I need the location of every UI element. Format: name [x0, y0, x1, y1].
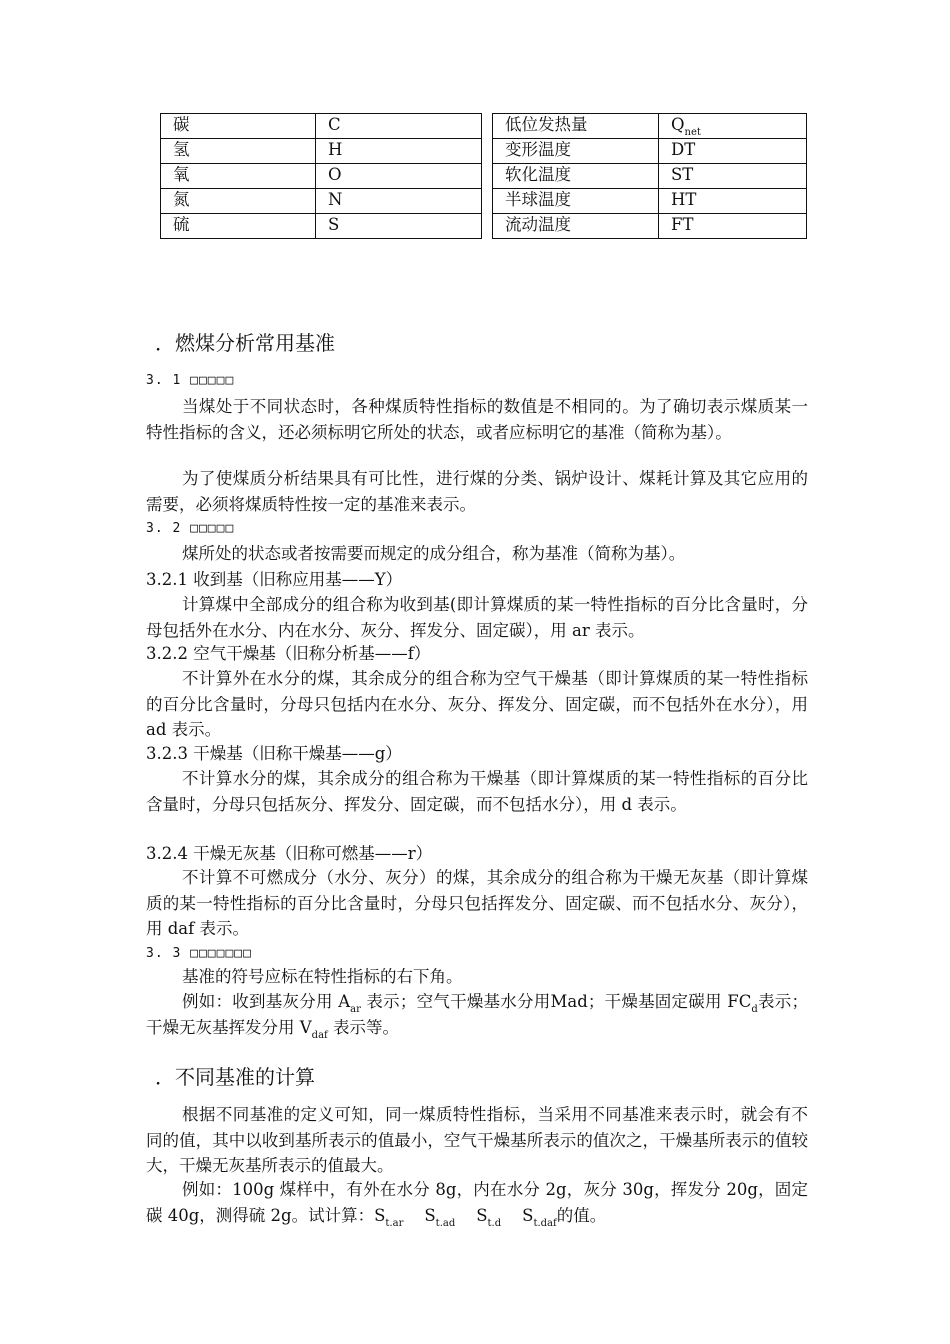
paragraph-3-3-a: 基准的符号应标在特性指标的右下角。	[182, 967, 463, 986]
table-row	[161, 139, 807, 164]
paragraph-4-a: 根据不同基准的定义可知，同一煤质特性指标，当采用不同基准来表示时，就会有不同的值，其中以收到基所表示的值最小，空气干燥基所表示的值次之，干燥基所表示的值较大，干燥无灰基所表示的值最大。	[146, 1105, 808, 1176]
paragraph-3-1-a: 当煤处于不同状态时，各种煤质特性指标的数值是不相同的。为了确切表示煤质某一特性指标的含义，还必须标明它所处的状态，或者应标明它的基准（简称为基）。	[146, 397, 808, 442]
element-symbol-cell: N	[316, 189, 482, 214]
element-symbol-table	[160, 113, 807, 239]
property-symbol-cell	[659, 189, 807, 214]
table-row	[161, 214, 807, 239]
property-name-cell: 半球温度	[493, 189, 659, 214]
element-name-cell: 碳	[161, 114, 316, 139]
text-segment: S	[522, 1205, 534, 1225]
subscript-ar: ar	[350, 1004, 361, 1015]
subscript-t-d: t.d	[487, 1217, 502, 1229]
paragraph-3-2-2: 不计算外在水分的煤，其余成分的组合称为空气干燥基（即计算煤质的某一特性指标的百分比含量时，分母只包括内在水分、灰分、挥发分、固定碳，而不包括外在水分），用 ad 表示。	[146, 669, 808, 740]
property-symbol-cell	[659, 139, 807, 164]
paragraph-3-2-4: 不计算不可燃成分（水分、灰分）的煤，其余成分的组合称为干燥无灰基（即计算煤质的某一特性指标的百分比含量时，分母只包括挥发分、固定碳、而不包括水分、灰分），用 daf 表示。	[146, 868, 808, 939]
element-symbol-cell: H	[316, 139, 482, 164]
element-symbol-cell: O	[316, 164, 482, 189]
subsection-title-3-2-3: 3.2.3 干燥基（旧称干燥基——g）	[146, 744, 402, 763]
subscript-t-ad: t.ad	[435, 1217, 456, 1229]
subsection-label-3-2: 3. 2 □□□□□	[146, 521, 235, 536]
text-segment: 例如：收到基灰分用 A	[182, 992, 351, 1011]
table-row	[161, 164, 807, 189]
section-heading-4: ．不同基准的计算	[155, 1065, 315, 1089]
table-spacer	[482, 164, 493, 189]
text-segment: 表示；干燥无灰基挥发分用 V	[146, 992, 808, 1037]
subsection-title-3-2-1: 3.2.1 收到基（旧称应用基——Y）	[146, 570, 403, 589]
property-name-cell: 软化温度	[493, 164, 659, 189]
subscript-t-ar: t.ar	[385, 1217, 404, 1229]
subsection-title-3-2-4: 3.2.4 干燥无灰基（旧称可燃基——r）	[146, 844, 433, 863]
property-symbol-cell	[659, 214, 807, 239]
property-symbol-cell	[659, 114, 807, 139]
table-spacer	[482, 139, 493, 164]
table-spacer	[482, 214, 493, 239]
text-segment: 表示；空气干燥基水分用Mad；干燥基固定碳用 FC	[360, 992, 752, 1011]
text-segment: 表示等。	[327, 1017, 399, 1037]
paragraph-3-2-3: 不计算水分的煤，其余成分的组合称为干燥基（即计算煤质的某一特性指标的百分比含量时，分母只包括灰分、挥发分、固定碳，而不包括水分），用 d 表示。	[146, 769, 808, 814]
subscript-daf: daf	[311, 1029, 328, 1041]
paragraph-4-b	[146, 1177, 808, 1228]
element-symbol-cell: S	[316, 214, 482, 239]
table-row	[161, 114, 807, 139]
paragraph-3-1-b: 为了使煤质分析结果具有可比性，进行煤的分类、锅炉设计、煤耗计算及其它应用的需要，必须将煤质特性按一定的基准来表示。	[146, 469, 808, 514]
property-symbol: HT	[671, 190, 697, 209]
subsection-label-3-3: 3. 3 □□□□□□□	[146, 946, 252, 961]
subsection-label-3-1: 3. 1 □□□□□	[146, 373, 235, 388]
subscript-t-daf: t.daf	[533, 1217, 557, 1229]
paragraph-3-3-b	[146, 989, 808, 1040]
property-symbol: DT	[671, 140, 696, 159]
property-symbol-subscript: net	[684, 127, 701, 138]
property-symbol: Q	[671, 115, 685, 134]
element-name-cell: 氮	[161, 189, 316, 214]
table-row	[161, 189, 807, 214]
text-segment: S	[424, 1205, 436, 1225]
paragraph-3-2-1: 计算煤中全部成分的组合称为收到基(即计算煤质的某一特性指标的百分比含量时，分母包括外在水分、内在水分、灰分、挥发分、固定碳），用 ar 表示。	[146, 595, 808, 640]
element-name-cell: 氢	[161, 139, 316, 164]
text-segment: 例如：100g 煤样中，有外在水分 8g，内在水分 2g，灰分 30g，挥发分 20g，固定碳 40g，测得硫 2g。试计算：S	[146, 1180, 808, 1225]
property-name-cell: 流动温度	[493, 214, 659, 239]
paragraph-3-2: 煤所处的状态或者按需要而规定的成分组合，称为基准（简称为基）。	[182, 544, 686, 563]
text-segment: S	[476, 1205, 488, 1225]
section-heading-3: ．燃煤分析常用基准	[155, 331, 335, 355]
element-name-cell: 氧	[161, 164, 316, 189]
element-name-cell: 硫	[161, 214, 316, 239]
subscript-d: d	[751, 1004, 758, 1015]
property-symbol-cell	[659, 164, 807, 189]
text-segment: 的值。	[556, 1205, 607, 1225]
property-symbol: FT	[671, 215, 694, 234]
property-name-cell: 低位发热量	[493, 114, 659, 139]
subsection-title-3-2-2: 3.2.2 空气干燥基（旧称分析基——f）	[146, 644, 431, 663]
table-spacer	[482, 114, 493, 139]
property-symbol: ST	[671, 165, 694, 184]
table-spacer	[482, 189, 493, 214]
property-name-cell: 变形温度	[493, 139, 659, 164]
element-symbol-cell: C	[316, 114, 482, 139]
